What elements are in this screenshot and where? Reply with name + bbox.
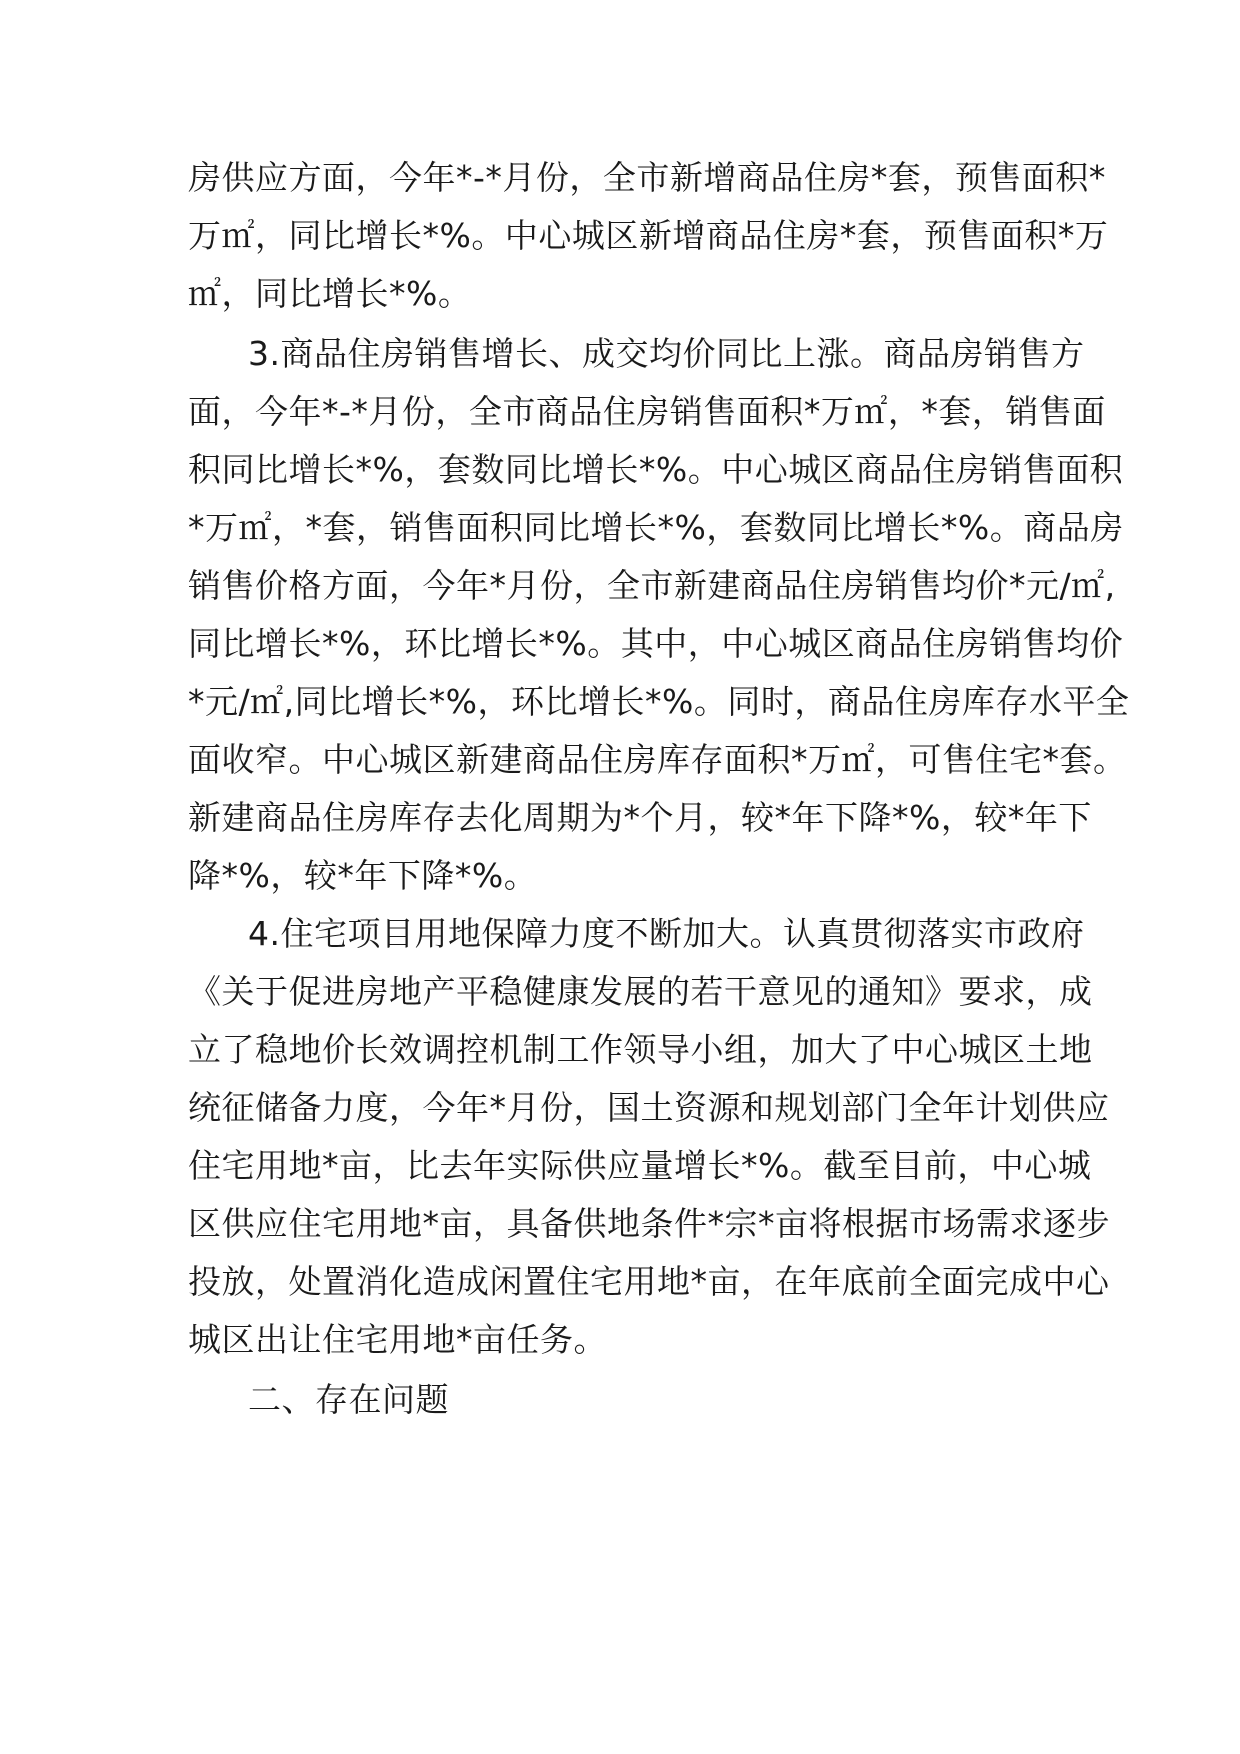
paragraph-line: 降*%，较*年下降*%。 [188,856,538,895]
paragraph-line: 3.商品住房销售增长、成交均价同比上涨。商品房销售方 [248,334,1085,373]
paragraph-line: 同比增长*%，环比增长*%。其中，中心城区商品住房销售均价 [188,624,1124,663]
section-heading: 二、存在问题 [248,1380,449,1419]
paragraph-line: 立了稳地价长效调控机制工作领导小组，加大了中心城区土地 [188,1030,1093,1069]
paragraph-line: 统征储备力度，今年*月份，国土资源和规划部门全年计划供应 [188,1088,1110,1127]
paragraph-line: 积同比增长*%，套数同比增长*%。中心城区商品住房销售面积 [188,450,1124,489]
paragraph-line: 城区出让住宅用地*亩任务。 [188,1320,607,1359]
paragraph-line: 房供应方面，今年*-*月份，全市新增商品住房*套，预售面积* [188,158,1106,197]
paragraph-line: 面，今年*-*月份，全市商品住房销售面积*万㎡，*套，销售面 [188,392,1106,431]
paragraph-line: 万㎡，同比增长*%。中心城区新增商品住房*套，预售面积*万 [188,216,1109,255]
paragraph-line: 投放，处置消化造成闲置住宅用地*亩，在年底前全面完成中心 [188,1262,1110,1301]
paragraph-line: *万㎡，*套，销售面积同比增长*%，套数同比增长*%。商品房 [188,508,1124,547]
paragraph-line: 面收窄。中心城区新建商品住房库存面积*万㎡，可售住宅*套。 [188,740,1127,779]
paragraph-line: ㎡，同比增长*%。 [188,274,472,313]
paragraph-line: 《关于促进房地产平稳健康发展的若干意见的通知》要求，成 [188,972,1093,1011]
paragraph-line: 新建商品住房库存去化周期为*个月，较*年下降*%，较*年下 [188,798,1092,837]
paragraph-line: *元/㎡,同比增长*%，环比增长*%。同时，商品住房库存水平全 [188,682,1130,721]
paragraph-line: 区供应住宅用地*亩，具备供地条件*宗*亩将根据市场需求逐步 [188,1204,1110,1243]
paragraph-line: 4.住宅项目用地保障力度不断加大。认真贯彻落实市政府 [248,914,1085,953]
paragraph-line: 住宅用地*亩，比去年实际供应量增长*%。截至目前，中心城 [188,1146,1092,1185]
paragraph-line: 销售价格方面，今年*月份，全市新建商品住房销售均价*元/㎡, [188,566,1116,605]
